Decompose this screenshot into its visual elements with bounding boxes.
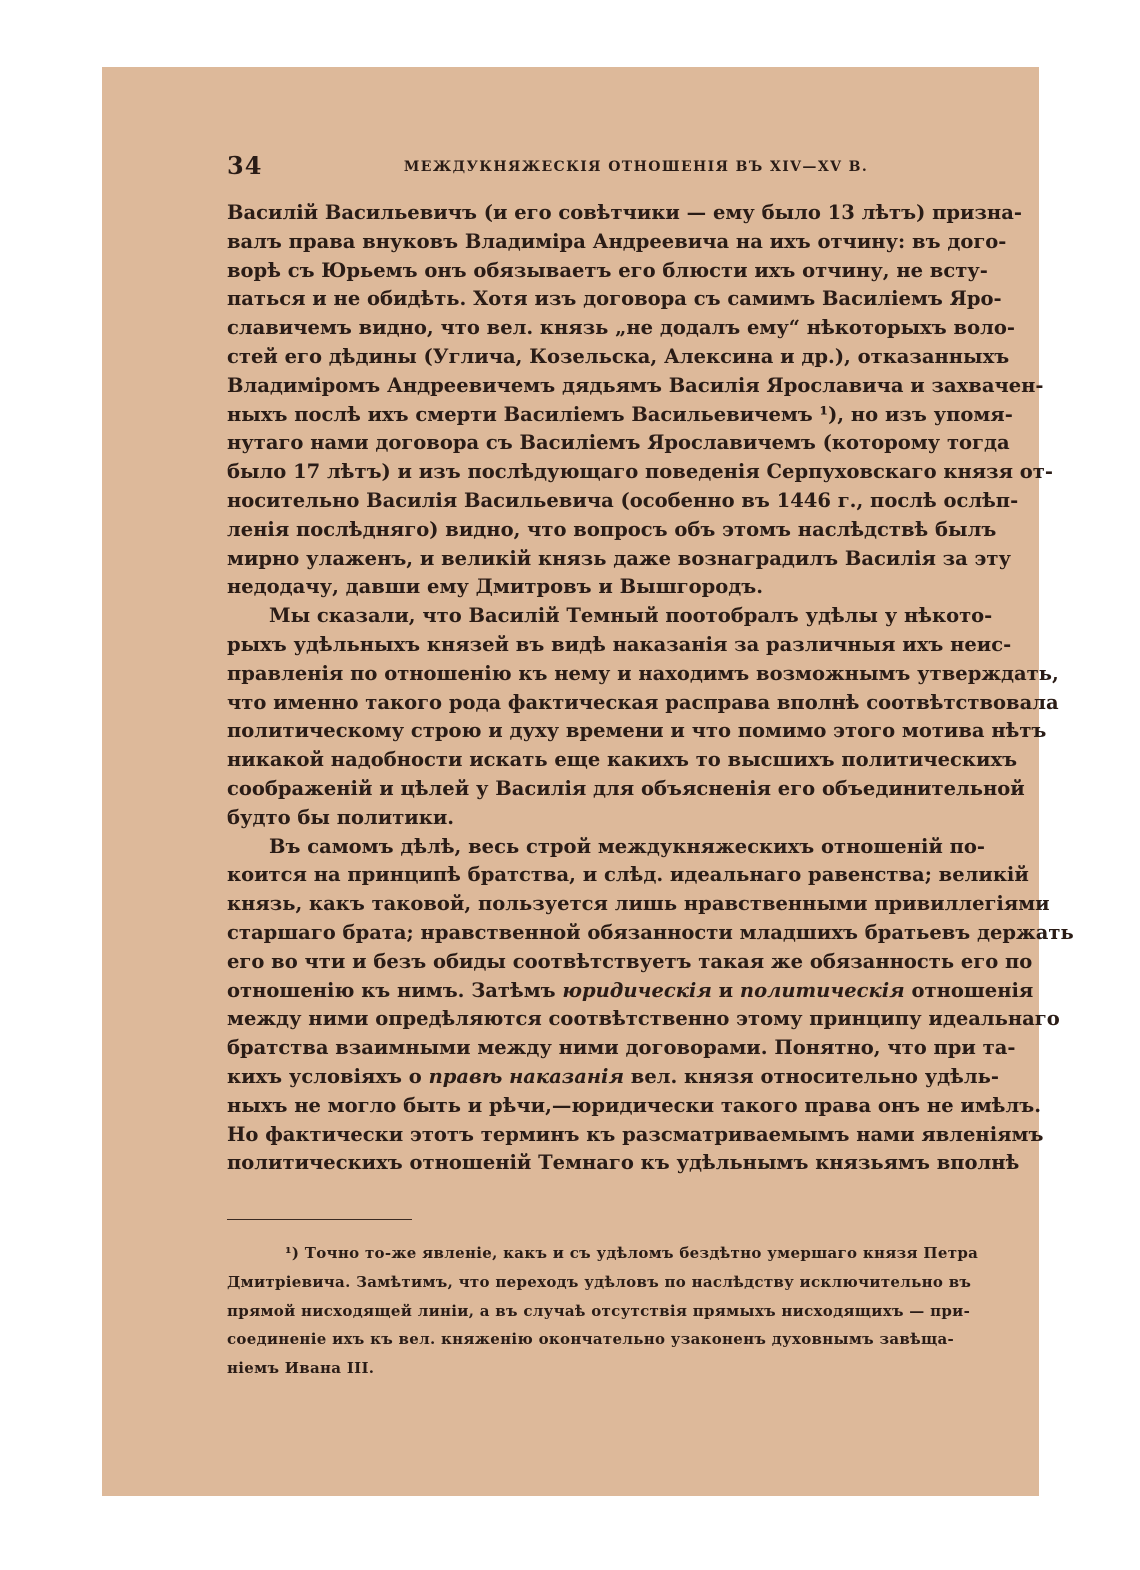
text-line: старшаго брата; нравственной обязанности младшихъ братьевъ держать — [227, 920, 1074, 944]
footnote-line: ніемъ Ивана III. — [227, 1359, 375, 1378]
text-line: было 17 лѣтъ) и изъ послѣдующаго поведенія Серпуховскаго князя от- — [227, 460, 1053, 484]
text-line: братства взаимными между ними договорами. Понятно, что при та- — [227, 1036, 1016, 1060]
text-line: ныхъ послѣ ихъ смерти Василіемъ Васильевичемъ ¹), но изъ упомя- — [227, 402, 1013, 426]
text-line: носительно Василія Васильевича (особенно въ 1446 г., послѣ ослѣп- — [227, 488, 1019, 512]
text-line: нутаго нами договора съ Василіемъ Ярославичемъ (которому тогда — [227, 431, 1010, 455]
text-line: правленія по отношенію къ нему и находимъ возможнымъ утверждать, — [227, 661, 1059, 685]
text-line: славичемъ видно, что вел. князь „не додалъ ему“ нѣкоторыхъ воло- — [227, 316, 1015, 340]
italic-term: политическія — [739, 978, 905, 1002]
text-line: политическому строю и духу времени и что помимо этого мотива нѣтъ — [227, 719, 1047, 743]
text-line: Василій Васильевичъ (и его совѣтчики — ему было 13 лѣтъ) призна- — [227, 201, 1022, 224]
text-line: ныхъ не могло быть и рѣчи,—юридически такого права онъ не имѣлъ. — [227, 1093, 1041, 1117]
text-line: политическихъ отношеній Темнаго къ удѣльнымъ князьямъ вполнѣ — [227, 1151, 1020, 1175]
text-line: что именно такого рода фактическая расправа вполнѣ соотвѣтствовала — [227, 690, 1059, 714]
text-line: никакой надобности искать еще какихъ то высшихъ политическихъ — [227, 748, 1018, 772]
italic-term: юридическія — [562, 978, 712, 1002]
text-run: вел. князя относительно удѣль- — [623, 1064, 999, 1088]
text-line-with-italics — [227, 977, 1034, 1006]
text-line: ленія послѣдняго) видно, что вопросъ объ этомъ наслѣдствѣ былъ — [227, 517, 997, 541]
text-run: кихъ условіяхъ о — [227, 1064, 429, 1088]
footnote-line: ¹) Точно то-же явленіе, какъ и съ удѣломъ бездѣтно умершаго князя Петра — [285, 1244, 979, 1262]
book-page — [102, 67, 1074, 1496]
text-line: Но фактически этотъ терминъ къ разсматриваемымъ нами явленіямъ — [227, 1122, 1044, 1146]
paragraph-start: Въ самомъ дѣлѣ, весь строй междукняжескихъ отношеній по- — [269, 834, 986, 858]
text-line: мирно улаженъ, и великій князь даже вознаградилъ Василія за эту — [227, 546, 1011, 570]
text-line: будто бы политики. — [227, 805, 455, 829]
text-line: недодачу, давши ему Дмитровъ и Вышгородъ. — [227, 575, 763, 599]
footnote-line: прямой нисходящей линіи, а въ случаѣ отсутствія прямыхъ нисходящихъ — при- — [227, 1301, 971, 1320]
body-text — [227, 199, 1074, 1178]
text-line: его во чти и безъ обиды соотвѣтствуетъ такая же обязанность его по — [227, 949, 1033, 973]
footnote-line: Дмитріевича. Замѣтимъ, что переходъ удѣловъ по наслѣдству исключительно въ — [227, 1272, 972, 1291]
text-line: князь, какъ таковой, пользуется лишь нравственными привиллегіями — [227, 892, 1050, 916]
text-line: валъ права внуковъ Владиміра Андреевича на ихъ отчину: въ дого- — [227, 229, 1007, 253]
text-line: коится на принципѣ братства, и слѣд. идеальнаго равенства; великій — [227, 863, 1029, 887]
text-line: паться и не обидѣть. Хотя изъ договора съ самимъ Василіемъ Яро- — [227, 287, 1002, 311]
text-line: рыхъ удѣльныхъ князей въ видѣ наказанія за различныя ихъ неис- — [227, 632, 1012, 656]
text-line: стей его дѣдины (Углича, Козельска, Алексина и др.), отказанныхъ — [227, 344, 1010, 368]
text-run: отношенію къ нимъ. Затѣмъ — [227, 978, 563, 1002]
footnote — [227, 1239, 979, 1383]
text-line-with-italics — [227, 1063, 999, 1092]
text-run: отношенія — [904, 978, 1034, 1002]
text-run: и — [711, 978, 740, 1002]
footnote-line: соединеніе ихъ къ вел. княженію окончательно узаконенъ духовнымъ завѣща- — [227, 1330, 955, 1349]
text-line: соображеній и цѣлей у Василія для объясненія его объединительной — [227, 776, 1025, 800]
page-number: 34 — [227, 151, 263, 180]
page-header — [227, 151, 933, 183]
footnote-divider — [227, 1219, 412, 1220]
text-line: ворѣ съ Юрьемъ онъ обязываетъ его блюсти ихъ отчину, не всту- — [227, 258, 988, 282]
paragraph-start: Мы сказали, что Василій Темный поотобралъ удѣлы у нѣкото- — [269, 604, 993, 628]
text-line: Владиміромъ Андреевичемъ дядьямъ Василія Ярославича и захвачен- — [227, 373, 1044, 397]
text-line: между ними опредѣляются соотвѣтственно этому принципу идеальнаго — [227, 1007, 1060, 1031]
italic-term: правѣ наказанія — [428, 1064, 624, 1088]
running-head: МЕЖДУКНЯЖЕСКІЯ ОТНОШЕНІЯ ВЪ XIV—XV В. — [403, 159, 869, 175]
